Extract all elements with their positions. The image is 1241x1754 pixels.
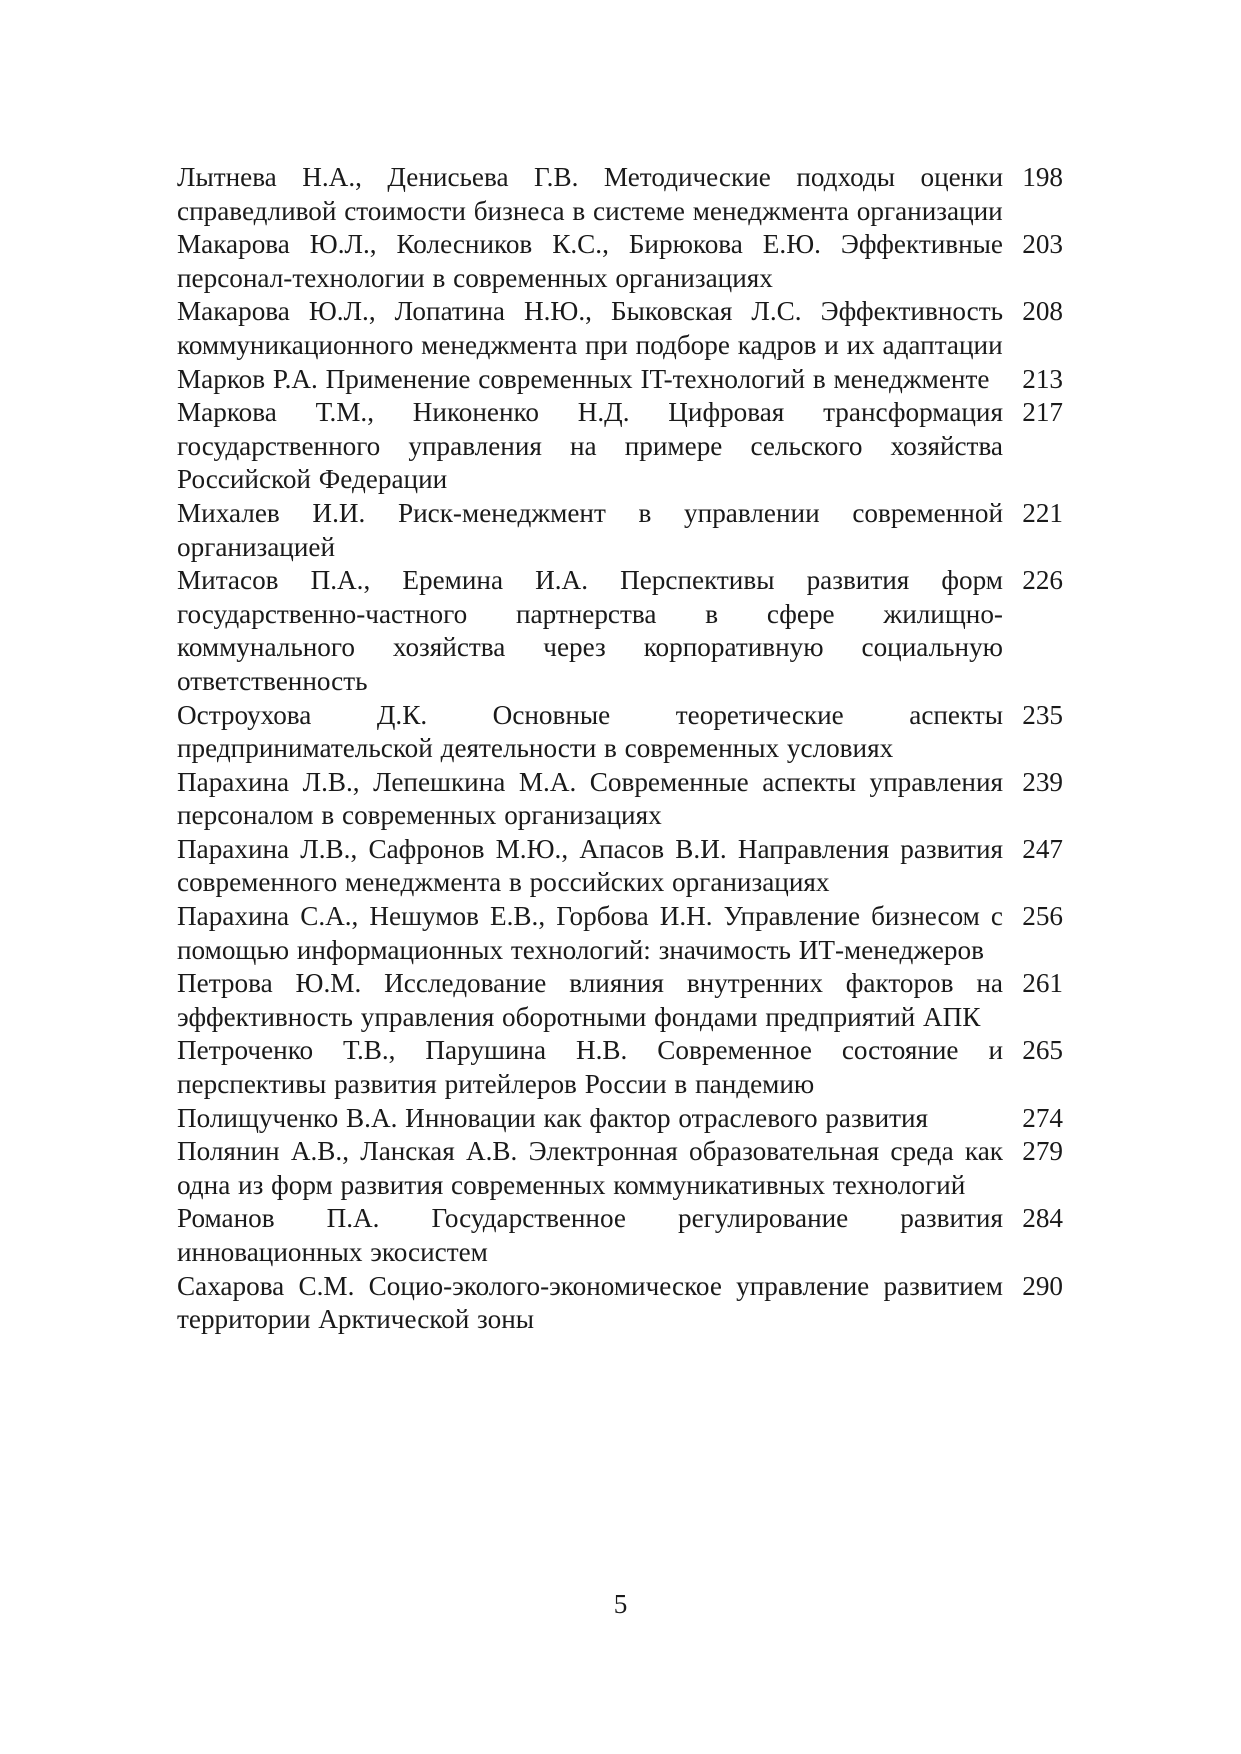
toc-entry-page: 261 (1022, 968, 1063, 999)
toc-entry-title: Лытнева Н.А., Денисьева Г.В. Методические подходы оценки справедливой стоимости бизнеса в системе менеджмента организации (177, 162, 1003, 226)
toc-entry-title: Макарова Ю.Л., Лопатина Н.Ю., Быковская Л.С. Эффективность коммуникационного менеджмента при подборе кадров и их адаптации (177, 296, 1003, 360)
toc-entry-title: Петрова Ю.М. Исследование влияния внутренних факторов на эффективность управления оборотными фондами предприятий АПК (177, 968, 1003, 1032)
toc-entry-title: Полянин А.В., Ланская А.В. Электронная образовательная среда как одна из форм развития современных коммуникативных технологий (177, 1136, 1003, 1200)
toc-entry (177, 1202, 1063, 1269)
toc-entry-page: 239 (1022, 766, 1063, 797)
toc-entry-page: 203 (1022, 229, 1063, 260)
toc-entry-page: 247 (1022, 833, 1063, 864)
toc-entry-title: Михалев И.И. Риск-менеджмент в управлении современной организацией (177, 497, 1003, 562)
toc-entry (177, 497, 1063, 564)
toc-entry-title: Романов П.А. Государственное регулирование развития инновационных экосистем (177, 1203, 1003, 1267)
toc-entry-page: 235 (1022, 699, 1063, 730)
toc-entry (177, 295, 1063, 362)
toc-entry (177, 1034, 1063, 1101)
toc-entry (177, 363, 1063, 397)
toc-entry-title: Сахарова С.М. Социо-эколого-экономическое управление развитием территории Арктической зоны (177, 1270, 1003, 1335)
toc-entry-title: Парахина Л.В., Сафронов М.Ю., Апасов В.И. Направления развития современного менеджмента в российских организациях (177, 833, 1003, 898)
toc-entry (177, 967, 1063, 1034)
toc-entry (177, 1102, 1063, 1136)
toc-entry-title: Остроухова Д.К. Основные теоретические аспекты предпринимательской деятельности в современных условиях (177, 699, 1003, 764)
page-number: 5 (613, 1589, 628, 1619)
toc-entry (177, 1270, 1063, 1337)
toc-entry-page: 226 (1022, 565, 1063, 596)
toc-entry-page: 198 (1022, 162, 1063, 192)
toc-entry-title: Петроченко Т.В., Парушина Н.В. Современное состояние и перспективы развития ритейлеров России в пандемию (177, 1035, 1003, 1100)
toc-entry-page: 284 (1022, 1203, 1063, 1234)
toc-entry-title: Полищученко В.А. Инновации как фактор отраслевого развития (177, 1102, 929, 1133)
toc-entry-title: Митасов П.А., Еремина И.А. Перспективы развития форм государственно-частного партнерства в сфере жилищно-коммунального хозяйства через корпоративную социальную ответственность (177, 565, 1003, 696)
toc-entry (177, 699, 1063, 766)
toc-entry-title: Парахина Л.В., Лепешкина М.А. Современные аспекты управления персоналом в современных организациях (177, 766, 1003, 831)
toc-entry (177, 161, 1063, 228)
toc-entry-title: Марков Р.А. Применение современных IT-технологий в менеджменте (177, 363, 990, 394)
toc-entry (177, 1135, 1063, 1202)
toc-entry-page: 265 (1022, 1035, 1063, 1066)
toc-entry-page: 221 (1022, 497, 1063, 528)
toc-entry-page: 213 (1022, 363, 1063, 394)
toc-entry (177, 564, 1063, 698)
toc-entry-page: 208 (1022, 296, 1063, 327)
toc-entry-page: 217 (1022, 397, 1063, 428)
toc-entry-title: Парахина С.А., Нешумов Е.В., Горбова И.Н. Управление бизнесом с помощью информационных технологий: значимость ИТ-менеджеров (177, 901, 1003, 965)
toc-entry-page: 256 (1022, 901, 1063, 932)
toc-entry-title: Макарова Ю.Л., Колесников К.С., Бирюкова Е.Ю. Эффективные персонал-технологии в современных организациях (177, 229, 1003, 293)
toc-entry-page: 290 (1022, 1270, 1063, 1301)
toc-entry (177, 833, 1063, 900)
toc-entry (177, 766, 1063, 833)
toc-entry-title: Маркова Т.М., Никоненко Н.Д. Цифровая трансформация государственного управления на примере сельского хозяйства Российской Федерации (177, 397, 1003, 495)
toc-entry (177, 228, 1063, 295)
table-of-contents (177, 161, 1063, 1337)
toc-entry (177, 396, 1063, 497)
toc-entry-page: 274 (1022, 1102, 1063, 1133)
toc-entry-page: 279 (1022, 1136, 1063, 1167)
toc-entry (177, 900, 1063, 967)
